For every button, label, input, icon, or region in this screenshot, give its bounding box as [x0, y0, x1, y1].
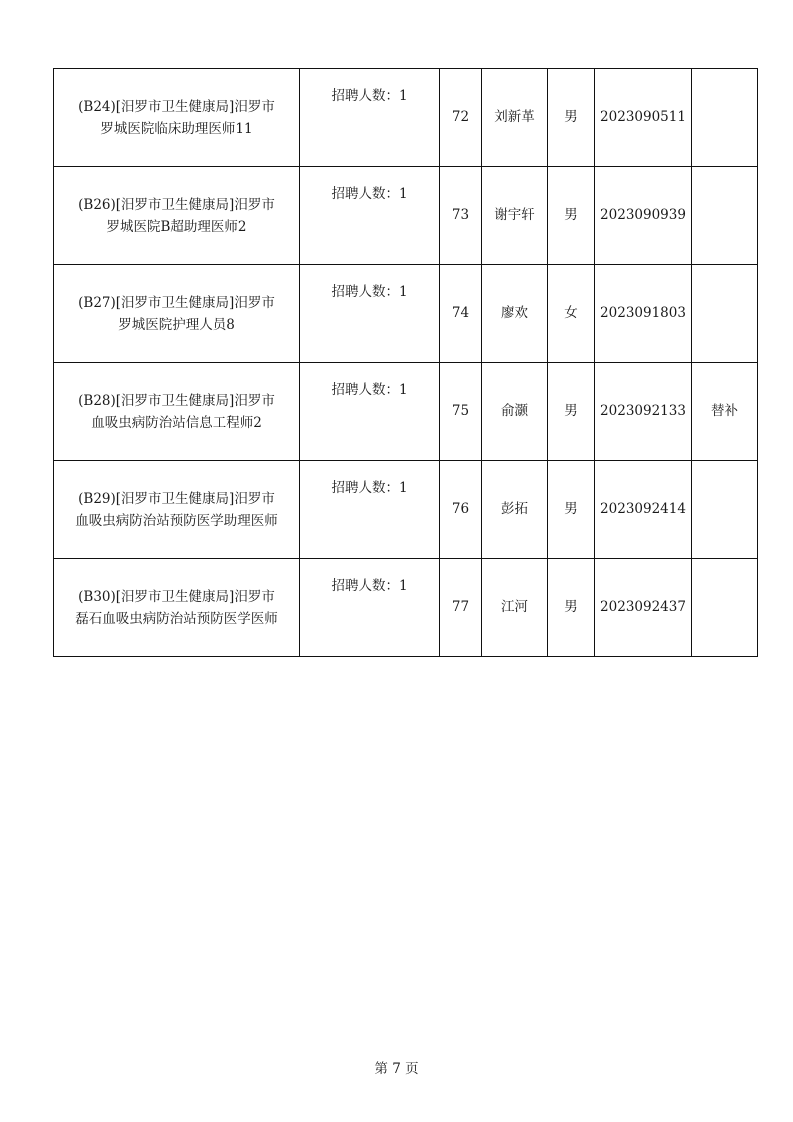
post-cell: [54, 363, 300, 461]
quota-cell: 招聘人数：1: [300, 69, 440, 167]
exam-id-cell: 2023092414: [595, 461, 692, 559]
gender-cell: 男: [548, 559, 595, 657]
exam-id-cell: 2023091803: [595, 265, 692, 363]
post-line: (B24)[汨罗市卫生健康局]汨罗市: [78, 98, 275, 115]
post-cell: [54, 461, 300, 559]
post-cell: [54, 559, 300, 657]
table-row: [54, 461, 758, 559]
post-cell: [54, 69, 300, 167]
number-cell: 76: [440, 461, 482, 559]
exam-id-cell: 2023092437: [595, 559, 692, 657]
post-cell: [54, 265, 300, 363]
exam-id-cell: 2023090511: [595, 69, 692, 167]
number-cell: 77: [440, 559, 482, 657]
remark-cell: [692, 265, 758, 363]
page-number: 第 7 页: [374, 1061, 419, 1077]
post-line: 磊石血吸虫病防治站预防医学医师: [75, 610, 278, 627]
post-line: (B26)[汨罗市卫生健康局]汨罗市: [78, 196, 275, 213]
post-cell: [54, 167, 300, 265]
remark-cell: 替补: [692, 363, 758, 461]
table-row: [54, 363, 758, 461]
table-row: [54, 167, 758, 265]
post-line: (B27)[汨罗市卫生健康局]汨罗市: [78, 294, 275, 311]
remark-cell: [692, 69, 758, 167]
quota-cell: 招聘人数：1: [300, 265, 440, 363]
remark-cell: [692, 167, 758, 265]
gender-cell: 男: [548, 167, 595, 265]
remark-cell: [692, 461, 758, 559]
remark-cell: [692, 559, 758, 657]
candidate-table: [53, 68, 758, 657]
name-cell: 廖欢: [482, 265, 548, 363]
quota-cell: 招聘人数：1: [300, 559, 440, 657]
post-line: 血吸虫病防治站信息工程师2: [91, 414, 262, 431]
quota-cell: 招聘人数：1: [300, 363, 440, 461]
post-line: (B30)[汨罗市卫生健康局]汨罗市: [78, 588, 275, 605]
gender-cell: 男: [548, 69, 595, 167]
post-line: 血吸虫病防治站预防医学助理医师: [75, 512, 278, 529]
exam-id-cell: 2023092133: [595, 363, 692, 461]
post-line: (B28)[汨罗市卫生健康局]汨罗市: [78, 392, 275, 409]
quota-cell: 招聘人数：1: [300, 167, 440, 265]
post-line: 罗城医院B超助理医师2: [106, 218, 247, 235]
name-cell: 彭拓: [482, 461, 548, 559]
number-cell: 75: [440, 363, 482, 461]
number-cell: 72: [440, 69, 482, 167]
post-line: (B29)[汨罗市卫生健康局]汨罗市: [78, 490, 275, 507]
gender-cell: 女: [548, 265, 595, 363]
table-row: [54, 559, 758, 657]
table-row: [54, 265, 758, 363]
table-row: [54, 69, 758, 167]
post-line: 罗城医院临床助理医师11: [100, 120, 253, 137]
name-cell: 江河: [482, 559, 548, 657]
post-line: 罗城医院护理人员8: [118, 316, 235, 333]
quota-cell: 招聘人数：1: [300, 461, 440, 559]
gender-cell: 男: [548, 363, 595, 461]
number-cell: 74: [440, 265, 482, 363]
name-cell: 俞灏: [482, 363, 548, 461]
name-cell: 谢宇轩: [482, 167, 548, 265]
exam-id-cell: 2023090939: [595, 167, 692, 265]
number-cell: 73: [440, 167, 482, 265]
name-cell: 刘新革: [482, 69, 548, 167]
gender-cell: 男: [548, 461, 595, 559]
